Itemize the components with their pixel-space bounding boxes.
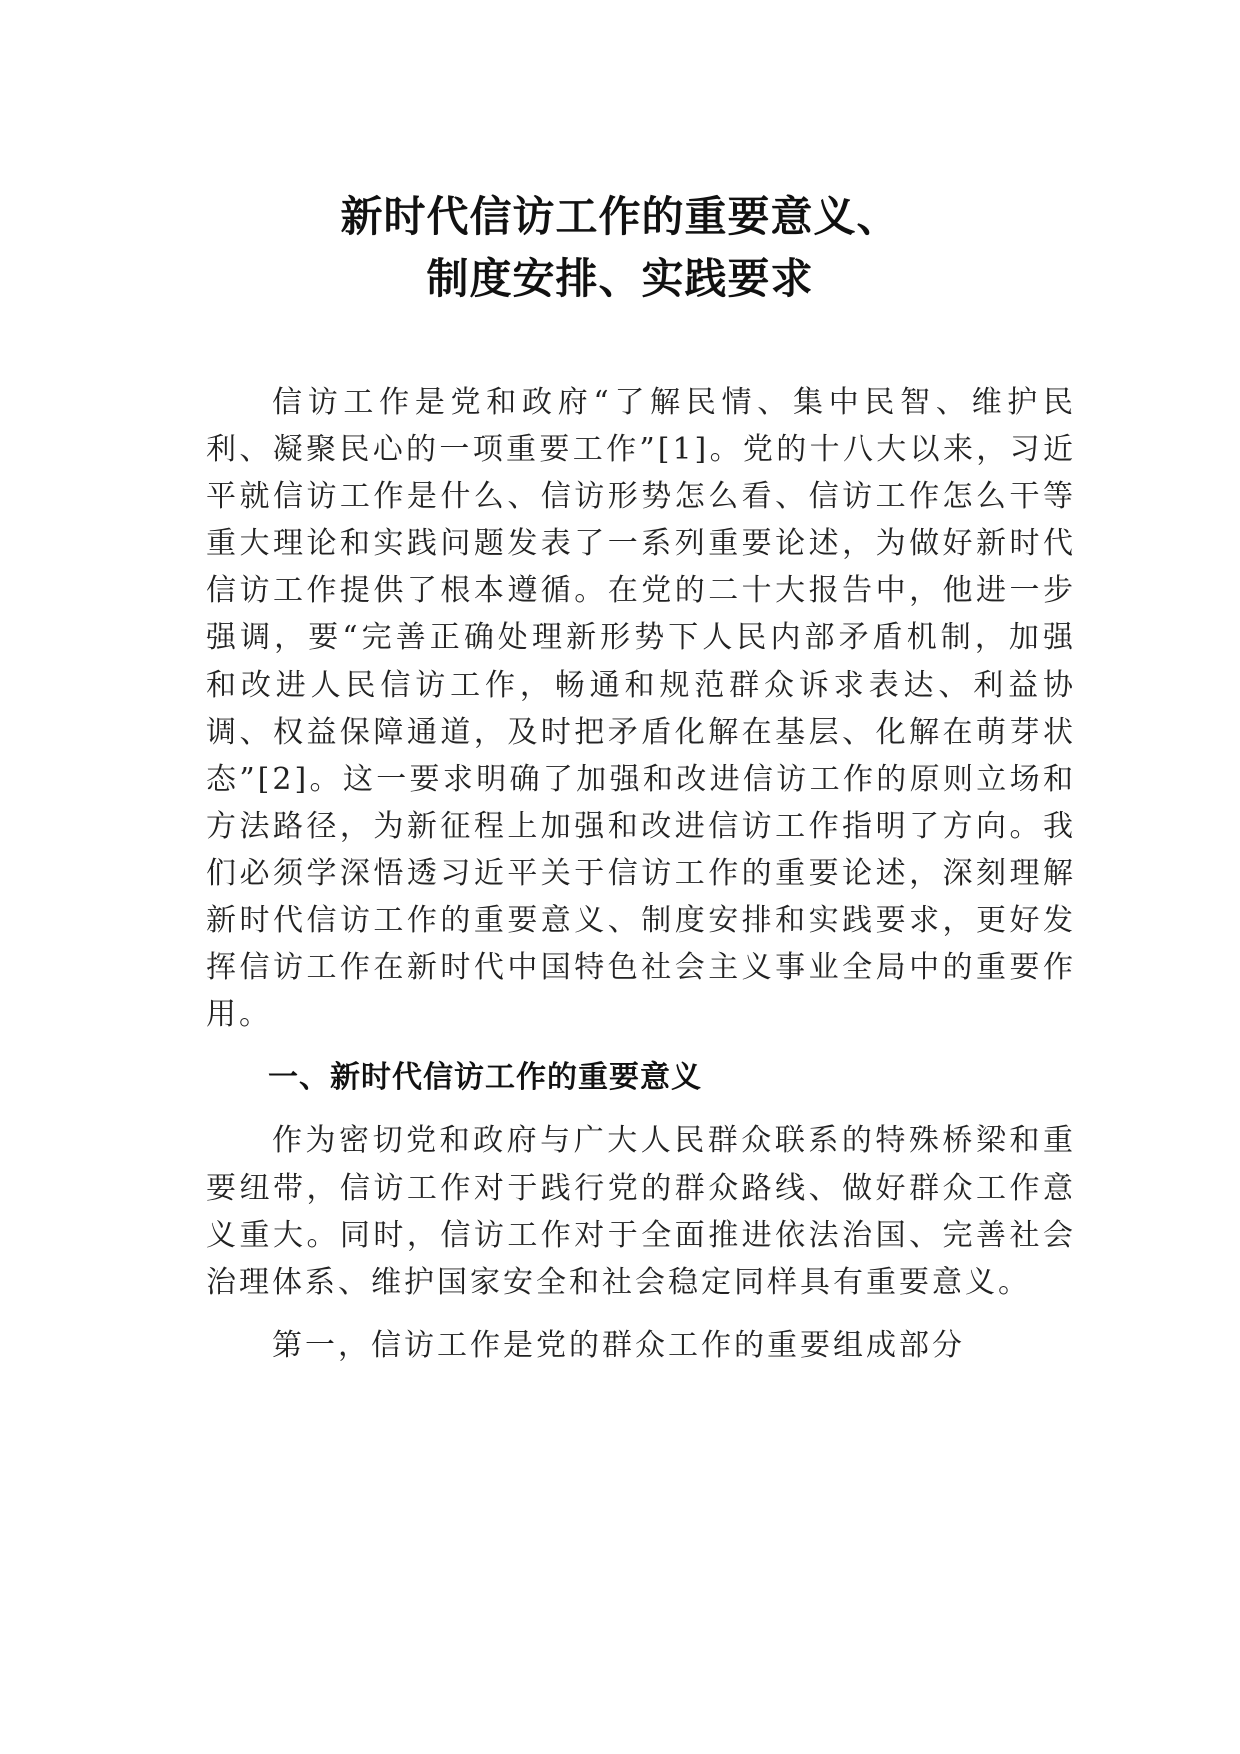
intro-paragraph: 信访工作是党和政府“了解民情、集中民智、维护民利、凝聚民心的一项重要工作”[1]。党的十八大以来，习近平就信访工作是什么、信访形势怎么看、信访工作怎么干等重大理论和实践问题发表了一系列重要论述，为做好新时代信访工作提供了根本遵循。在党的二十大报告中，他进一步强调，要“完善正确处理新形势下人民内部矛盾机制，加强和改进人民信访工作，畅通和规范群众诉求表达、利益协调、权益保障通道，及时把矛盾化解在基层、化解在萌芽状态”[2]。这一要求明确了加强和改进信访工作的原则立场和方法路径，为新征程上加强和改进信访工作指明了方向。我们必须学深悟透习近平关于信访工作的重要论述，深刻理解新时代信访工作的重要意义、制度安排和实践要求，更好发挥信访工作在新时代中国特色社会主义事业全局中的重要作用。 — [206, 385, 1076, 1033]
section-paragraph: 作为密切党和政府与广大人民群众联系的特殊桥梁和重要纽带，信访工作对于践行党的群众路线、做好群众工作意义重大。同时，信访工作对于全面推进依法治国、完善社会治理体系、维护国家安全和社会稳定同样具有重要意义。 — [206, 1123, 1076, 1300]
document-title — [0, 186, 1240, 310]
document-body — [206, 379, 1076, 1369]
subsection-heading: 第一，信访工作是党的群众工作的重要组成部分 — [272, 1327, 965, 1363]
section-heading: 一、新时代信访工作的重要意义 — [268, 1060, 702, 1096]
title-line-2: 制度安排、实践要求 — [426, 254, 814, 303]
title-line-1: 新时代信访工作的重要意义、 — [340, 192, 900, 241]
